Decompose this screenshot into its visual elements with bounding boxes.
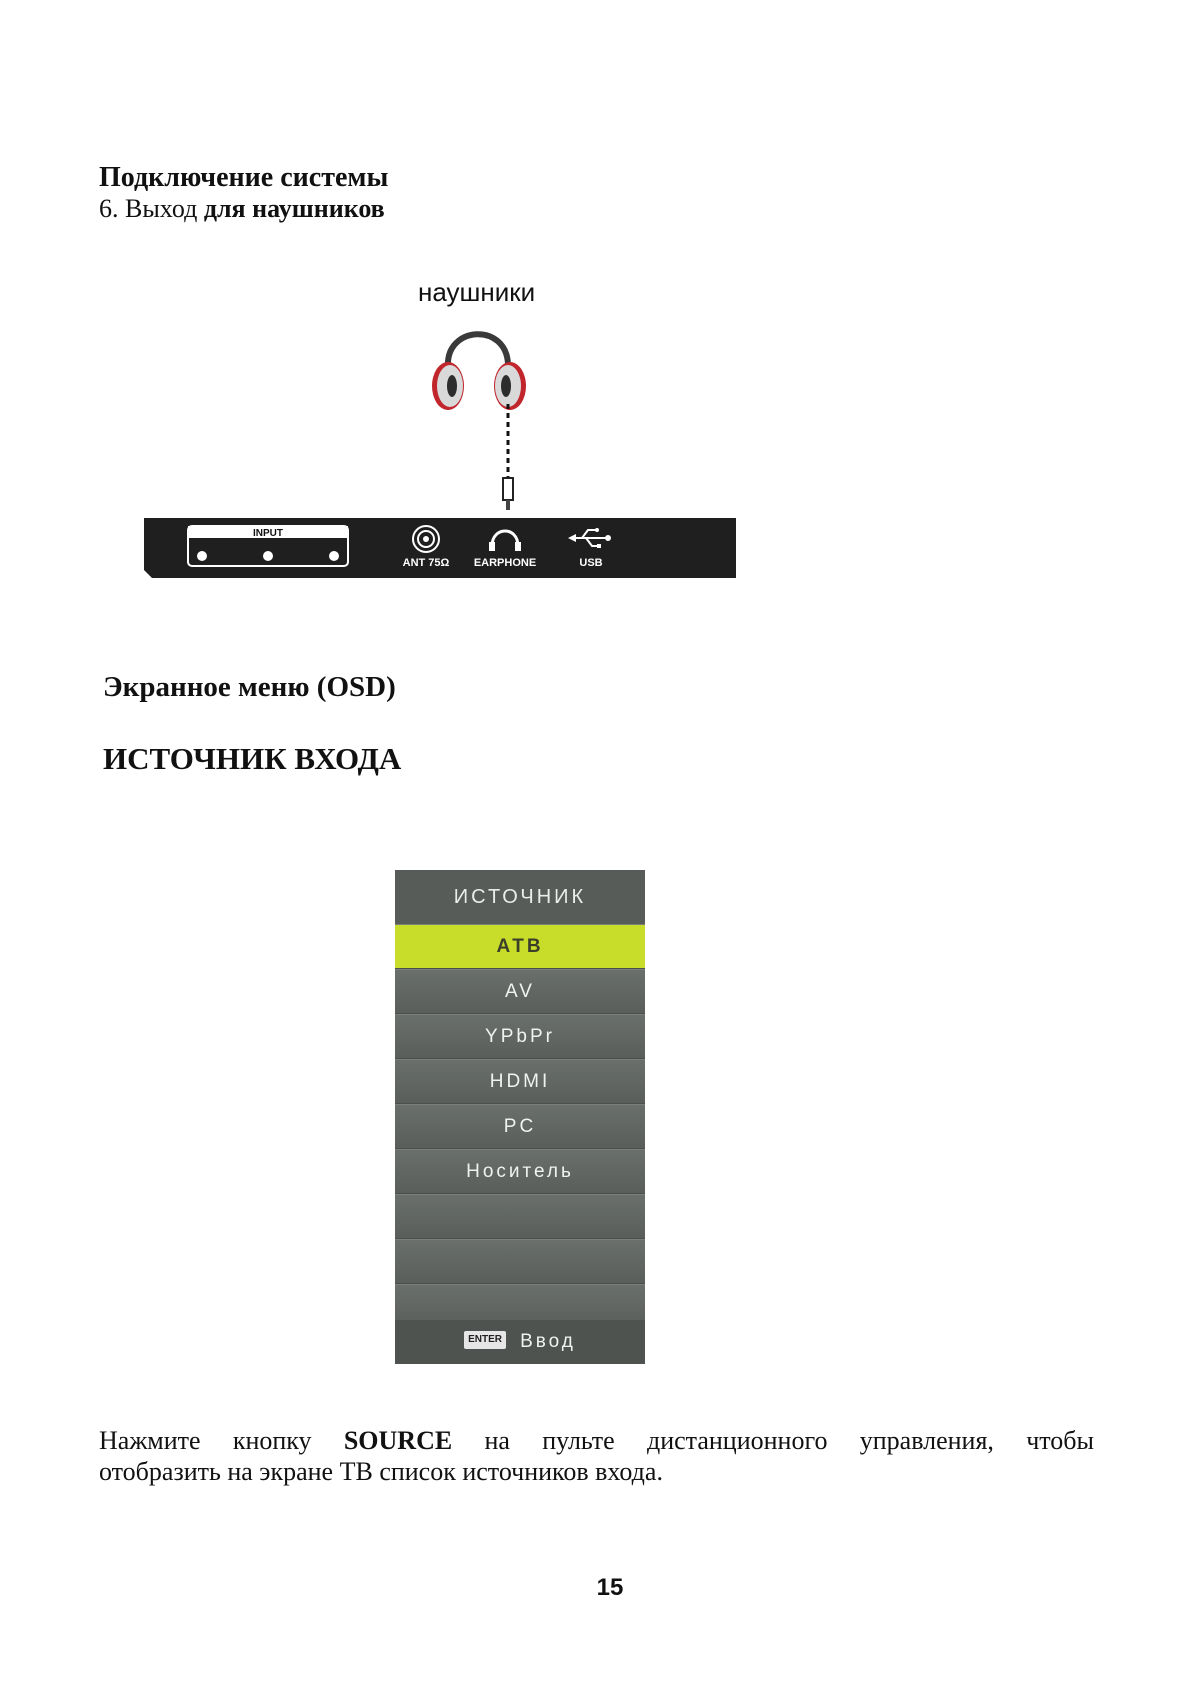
input-jack-1: [197, 551, 207, 561]
osd-item-empty: [395, 1239, 645, 1284]
osd-item-atv[interactable]: АТВ: [395, 924, 645, 969]
paragraph-line-2: отобразить на экране ТВ список источников входа.: [99, 1457, 663, 1486]
earphone-plug-icon: [503, 478, 513, 510]
headphones-label: наушники: [418, 277, 536, 307]
headphones-icon: [432, 334, 526, 410]
osd-item-ypbpr[interactable]: YPbPr: [395, 1014, 645, 1059]
source-keyword: SOURCE: [343, 1426, 453, 1455]
input-label: INPUT: [253, 528, 283, 539]
paragraph-line-1: [99, 1425, 1094, 1456]
osd-footer: [395, 1320, 645, 1364]
paragraph-word: чтобы: [1026, 1426, 1094, 1455]
osd-source-menu: [395, 870, 645, 1364]
osd-footer-label: Ввод: [520, 1331, 576, 1352]
osd-item-empty: [395, 1194, 645, 1239]
enter-key-icon: ENTER: [464, 1331, 506, 1349]
section-title: Подключение системы: [99, 162, 389, 193]
osd-item-av[interactable]: AV: [395, 969, 645, 1014]
tv-connector-panel: [140, 516, 740, 582]
paragraph-word: управления,: [859, 1426, 994, 1455]
page-number: 15: [596, 1574, 624, 1601]
osd-menu-title: ИСТОЧНИК: [395, 870, 645, 924]
osd-item-media[interactable]: Носитель: [395, 1149, 645, 1194]
paragraph-word: дистанционного: [646, 1426, 828, 1455]
instruction-paragraph: [99, 1425, 1094, 1487]
subtitle-number: 6. Выход: [99, 194, 198, 223]
input-jack-2: [263, 551, 273, 561]
paragraph-word: пульте: [542, 1426, 615, 1455]
headphones-illustration: [430, 318, 530, 518]
osd-item-hdmi[interactable]: HDMI: [395, 1059, 645, 1104]
input-jack-3: [329, 551, 339, 561]
paragraph-word: кнопку: [232, 1426, 312, 1455]
source-heading: ИСТОЧНИК ВХОДА: [103, 741, 402, 776]
ant-label: ANT 75Ω: [402, 557, 450, 569]
section-subtitle: [99, 194, 385, 224]
osd-item-pc[interactable]: PC: [395, 1104, 645, 1149]
subtitle-text: для наушников: [203, 194, 385, 223]
osd-heading: Экранное меню (OSD): [103, 671, 396, 703]
usb-label: USB: [579, 557, 603, 569]
paragraph-word: Нажмите: [99, 1426, 201, 1455]
paragraph-word: на: [484, 1426, 510, 1455]
earphone-label: EARPHONE: [473, 557, 537, 569]
